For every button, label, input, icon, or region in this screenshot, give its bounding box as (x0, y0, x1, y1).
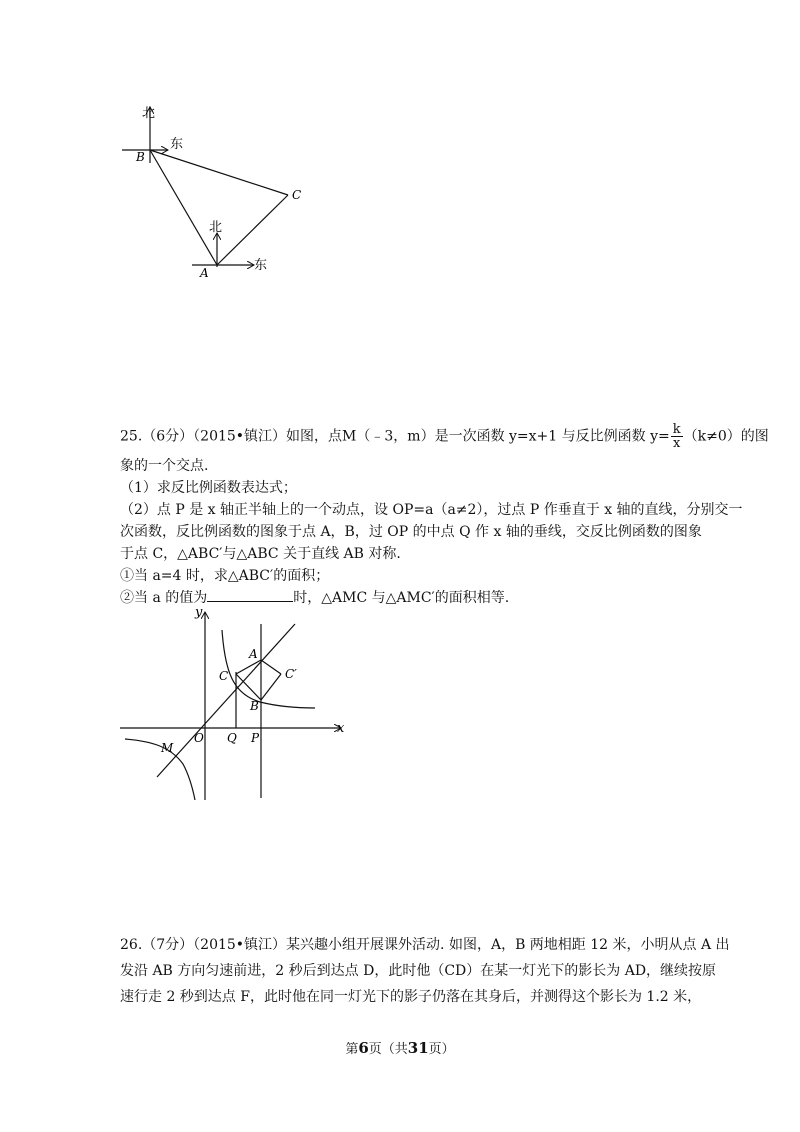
footer-pre: 第 (345, 1042, 359, 1057)
q25-line1-pre: 25.（6分）（2015•镇江）如图，点M（﹣3，m）是一次函数 y=x+1 与反比例函数 y= (120, 428, 670, 445)
q25-line8-post: 时，△AMC 与△AMC′的面积相等. (293, 590, 510, 606)
label-c-prime: C′ (285, 667, 297, 681)
label-x: x (337, 721, 345, 736)
q25-line1-post: （k≠0）的图 (683, 428, 769, 445)
label-north-bottom: 北 (209, 220, 223, 235)
label-q: Q (227, 731, 237, 745)
q25-line3: （1）求反比例函数表达式； (120, 480, 297, 496)
footer-mid: 页（共 (368, 1042, 408, 1057)
linear-function-line (157, 624, 295, 777)
segment-bc (150, 150, 288, 195)
segment-ac (217, 195, 288, 265)
label-m: M (161, 741, 174, 755)
q26-line2: 发沿 AB 方向匀速前进，2 秒后到达点 D，此时他（CD）在某一灯光下的影长为 AD，继续按原 (120, 963, 717, 979)
page-footer (0, 1038, 800, 1057)
label-east-top: 东 (170, 137, 184, 152)
q25-line2: 象的一个交点. (120, 458, 209, 474)
label-a: A (249, 647, 258, 661)
label-c: C (292, 188, 302, 202)
q25-line6: 于点 C，△ABC′与△ABC 关于直线 AB 对称. (120, 546, 401, 562)
q26-line1: 26.（7分）（2015•镇江）某兴趣小组开展课外活动. 如图，A，B 两地相距 12 米，小明从点 A 出 (120, 937, 730, 953)
label-b: B (250, 699, 259, 713)
fraction-numerator: k (672, 422, 681, 437)
label-y: y (195, 605, 203, 620)
label-a: A (200, 266, 209, 280)
segment-ba (150, 150, 217, 265)
segment-cb (236, 674, 261, 700)
footer-post: 页） (428, 1042, 455, 1057)
q25-line1 (120, 423, 769, 450)
footer-total-pages: 31 (407, 1039, 429, 1057)
label-east-bottom: 东 (254, 258, 268, 273)
hyperbola-branch-lower (125, 739, 195, 800)
figure-compass-triangle (110, 95, 310, 295)
q25-line7: ①当 a=4 时，求△ABC′的面积； (120, 568, 330, 584)
q25-line5: 次函数，反比例函数的图象于点 A，B，过 OP 的中点 Q 作 x 轴的垂线，交反比例函数的图象 (120, 524, 702, 540)
label-c: C (219, 669, 229, 683)
segment-bc-prime (261, 674, 281, 700)
label-b: B (136, 150, 145, 164)
fraction-denominator: x (673, 436, 681, 451)
q25-line8-pre: ②当 a 的值为 (120, 590, 208, 606)
segment-ca (236, 660, 261, 674)
label-p: P (251, 731, 260, 745)
footer-page-number: 6 (358, 1039, 369, 1057)
figure-coordinate-graph (115, 602, 350, 802)
q26-line3: 速行走 2 秒到达点 F，此时他在同一灯光下的影子仍落在其身后，并测得这个影长为 1.2 米， (120, 989, 702, 1005)
q25-line4: （2）点 P 是 x 轴正半轴上的一个动点，设 OP=a（a≠2），过点 P 作垂直于 x 轴的直线，分别交一 (120, 502, 743, 518)
fraction-k-over-x (671, 423, 683, 450)
label-o: O (194, 731, 204, 745)
answer-blank (207, 587, 293, 602)
segment-ac-prime (261, 660, 281, 674)
label-north-top: 北 (142, 106, 156, 121)
